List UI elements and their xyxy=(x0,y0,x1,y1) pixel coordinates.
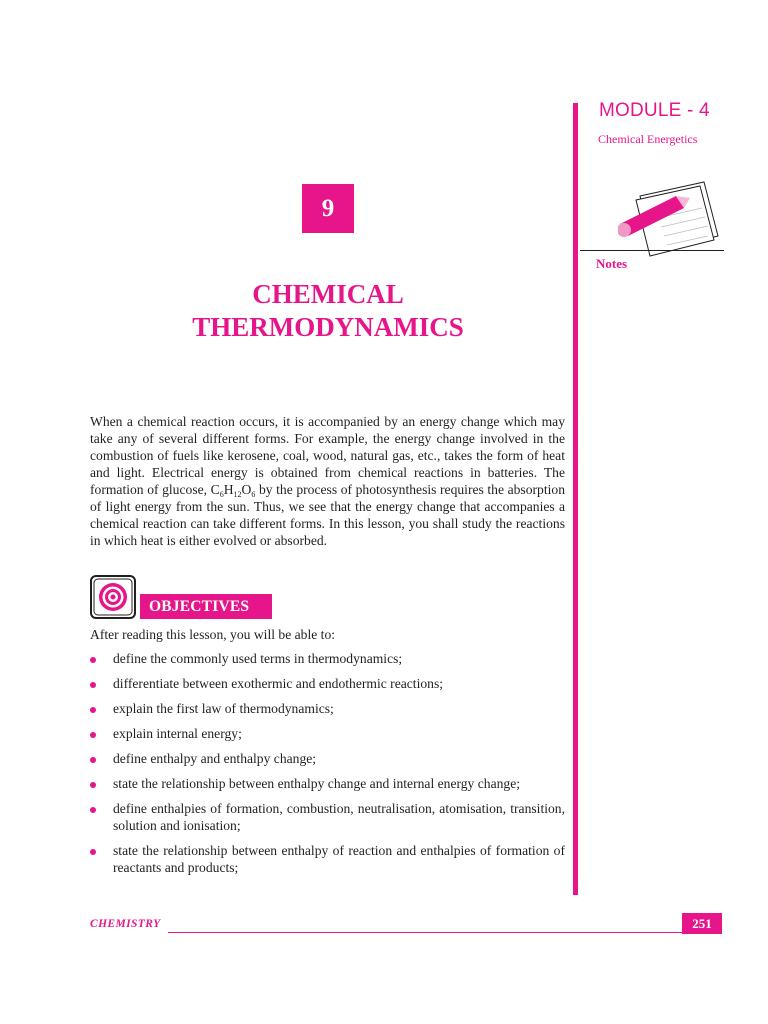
formula-h-subscript: 12 xyxy=(233,490,242,499)
margin-rule xyxy=(573,103,578,895)
footer-subject: CHEMISTRY xyxy=(90,918,161,930)
notes-rule xyxy=(580,250,724,251)
chapter-title-line2: THERMODYNAMICS xyxy=(192,312,464,342)
page-number: 251 xyxy=(682,913,722,934)
formula-h: H xyxy=(223,482,234,497)
objective-text: differentiate between exothermic and endothermic reactions; xyxy=(113,676,444,691)
objective-item xyxy=(90,725,565,742)
formula-glucose xyxy=(211,482,256,497)
bullet-icon xyxy=(90,707,96,713)
objective-text: define the commonly used terms in thermodynamics; xyxy=(113,651,403,666)
chapter-number-badge: 9 xyxy=(302,184,354,233)
bullet-icon xyxy=(90,807,96,813)
objective-item xyxy=(90,700,565,717)
notes-label: Notes xyxy=(596,256,628,271)
module-title: MODULE - 4 xyxy=(599,100,710,121)
objective-text: state the relationship between enthalpy change and internal energy change; xyxy=(113,776,521,791)
chapter-title xyxy=(90,278,566,344)
formula-o: O xyxy=(241,482,252,497)
objective-item xyxy=(90,750,565,767)
formula-c-subscript: 6 xyxy=(219,490,224,499)
bullet-icon xyxy=(90,757,96,763)
objective-item xyxy=(90,842,565,876)
objective-item xyxy=(90,650,565,667)
objective-text: explain internal energy; xyxy=(113,726,242,741)
formula-c: C xyxy=(210,482,220,497)
chapter-title-line1: CHEMICAL xyxy=(252,279,404,309)
intro-text-part2: by the process of photosynthesis requires the absorption of light energy from the sun. Thus, we see that the energy change that accompanies a chemical reaction can take different forms. In this lesson, you shall study the reactions in which heat is either evolved or absorbed. xyxy=(90,482,565,548)
objective-text: explain the first law of thermodynamics; xyxy=(113,701,334,716)
bullet-icon xyxy=(90,732,96,738)
objective-item xyxy=(90,775,565,792)
formula-o-subscript: 6 xyxy=(251,490,256,499)
bullet-icon xyxy=(90,782,96,788)
footer-rule xyxy=(168,932,682,933)
objectives-heading: OBJECTIVES xyxy=(140,594,272,619)
objective-text: define enthalpies of formation, combustion, neutralisation, atomisation, transition, solution and ionisation; xyxy=(113,801,565,833)
objectives-list xyxy=(90,650,565,884)
bullet-icon xyxy=(90,657,96,663)
objective-item xyxy=(90,800,565,834)
target-icon xyxy=(90,575,136,619)
objectives-intro: After reading this lesson, you will be able to: xyxy=(90,627,336,642)
notepad-pencil-icon xyxy=(618,178,722,260)
objective-text: define enthalpy and enthalpy change; xyxy=(113,751,317,766)
intro-paragraph xyxy=(90,413,565,549)
objective-item xyxy=(90,675,565,692)
bullet-icon xyxy=(90,682,96,688)
objective-text: state the relationship between enthalpy of reaction and enthalpies of formation of reactants and products; xyxy=(113,843,565,875)
bullet-icon xyxy=(90,849,96,855)
intro-text-part1: When a chemical reaction occurs, it is accompanied by an energy change which may take any of several different forms. For example, the energy change involved in the combustion of fuels like kerosene, coal, wood, natural gas, etc., takes the form of heat and light. Electrical energy is obtained from chemical reactions in batteries. The formation of glucose, xyxy=(90,414,565,497)
module-subtitle: Chemical Energetics xyxy=(598,132,698,146)
